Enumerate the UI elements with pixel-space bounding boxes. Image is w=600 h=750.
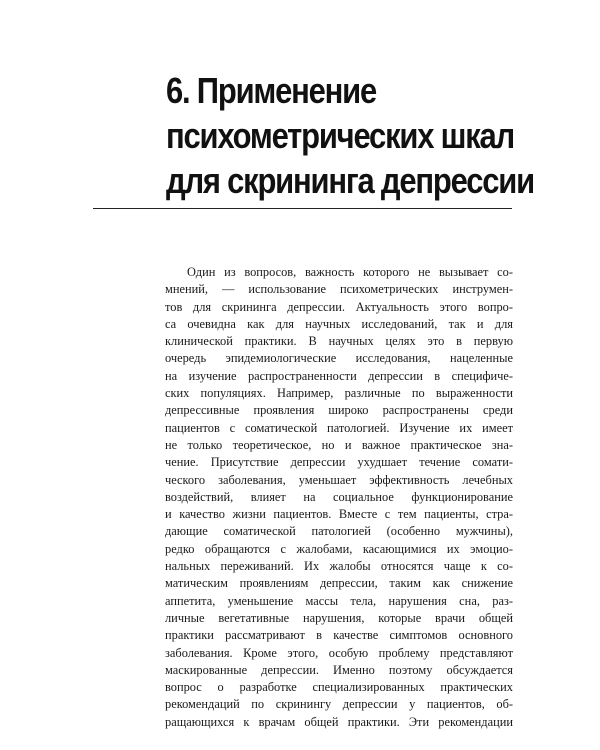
- text-line: на изучение распространенности депрессии в специфиче-: [165, 368, 513, 383]
- text-line: практики рассматривают в качестве симптомов основного: [165, 628, 513, 643]
- text-line: ских популяциях. Например, различные по выраженности: [165, 386, 513, 401]
- text-line: ческого заболевания, уменьшает эффективность лечебных: [165, 472, 513, 487]
- text-line: не только теоретическое, но и важное практическое зна-: [165, 437, 513, 452]
- text-line: и качество жизни пациентов. Вместе с тем пациенты, стра-: [165, 507, 513, 522]
- text-line: очередь эпидемиологические исследования, нацеленные: [165, 351, 513, 366]
- text-line: дающие соматической патологией (особенно мужчины),: [165, 524, 513, 539]
- title-divider: [93, 208, 512, 209]
- text-line: маскированные депрессии. Именно поэтому обсуждается: [165, 662, 513, 677]
- chapter-title-line-2: психометрических шкал: [166, 115, 514, 156]
- text-line: депрессивные проявления широко распространены среди: [165, 403, 513, 418]
- text-line: аппетита, уменьшение массы тела, нарушения сна, раз-: [165, 593, 513, 608]
- text-line: ращающихся к врачам общей практики. Эти рекомендации: [165, 714, 513, 729]
- text-line: клинической практики. В научных целях это в первую: [165, 334, 513, 349]
- text-line: рекомендаций по скринингу депрессии у пациентов, об-: [165, 697, 513, 712]
- body-paragraph: [165, 264, 513, 731]
- text-line: чение. Присутствие депрессии ухудшает течение сомати-: [165, 455, 513, 470]
- text-line: пациентов с соматической патологией. Изучение их имеет: [165, 420, 513, 435]
- text-line: нальных переживаний. Их жалобы относятся чаще к со-: [165, 559, 513, 574]
- text-line: вопрос о разработке специализированных практических: [165, 680, 513, 695]
- text-line: воздействий, влияет на социальное функционирование: [165, 489, 513, 504]
- chapter-title-line-3: для скрининга депрессии: [166, 160, 534, 201]
- text-line: матическим проявлениям депрессии, таким как снижение: [165, 576, 513, 591]
- text-line: заболевания. Кроме этого, особую проблему представляют: [165, 645, 513, 660]
- chapter-title-line-1: 6. Применение: [166, 70, 376, 111]
- text-line: личные вегетативные нарушения, которые врачи общей: [165, 610, 513, 625]
- text-line: тов для скрининга депрессии. Актуальность этого вопро-: [165, 299, 513, 314]
- chapter-title: [166, 68, 534, 203]
- text-line: редко обращаются с жалобами, касающимися их эмоцио-: [165, 541, 513, 556]
- text-line: са очевидна как для научных исследований, так и для: [165, 316, 513, 331]
- text-line: мнений, — использование психометрических инструмен-: [165, 282, 513, 297]
- text-line: Один из вопросов, важность которого не вызывает со-: [187, 265, 513, 279]
